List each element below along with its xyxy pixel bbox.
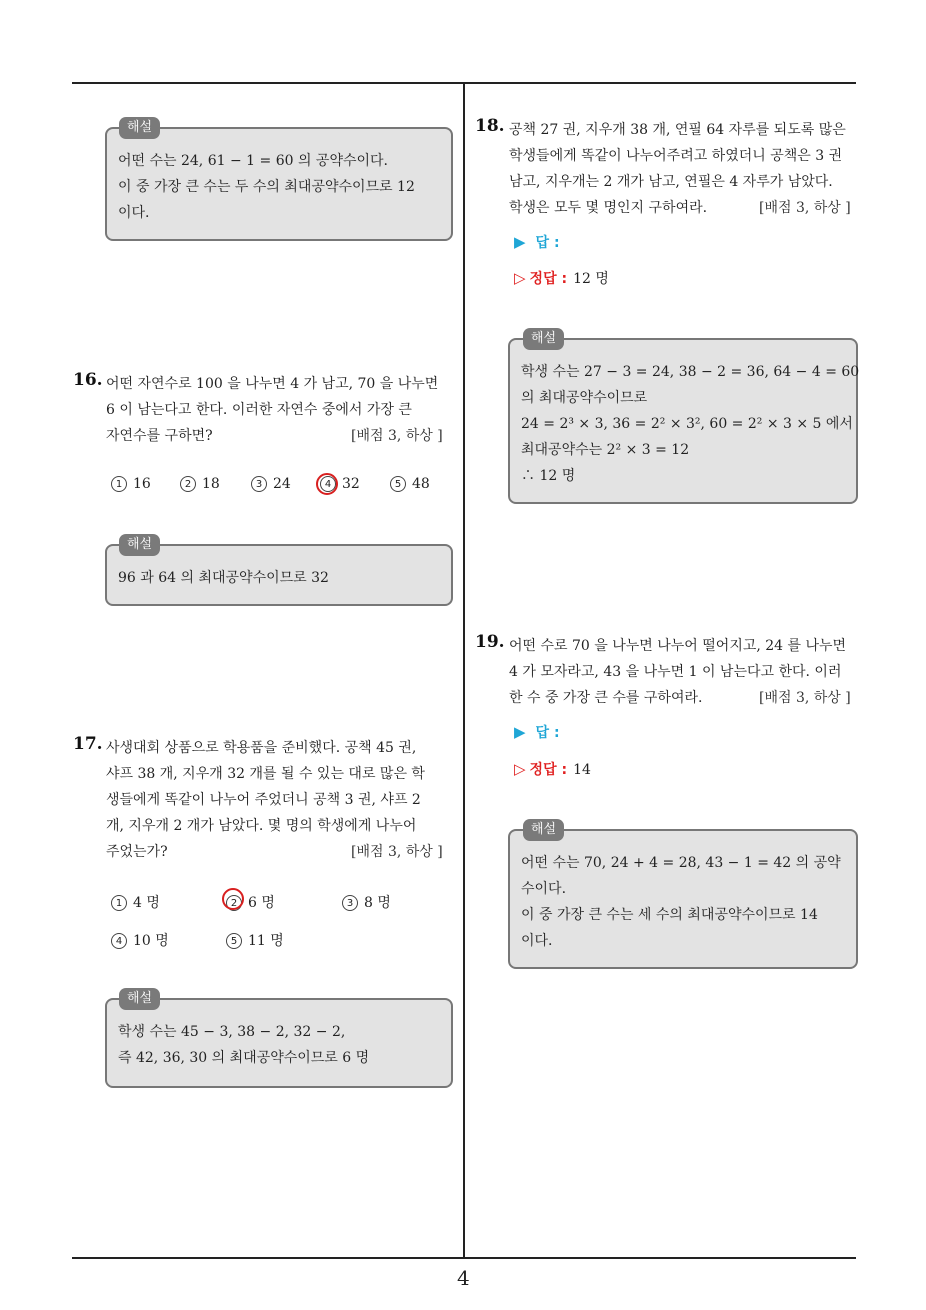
q17-line-2: 샤프 38 개, 지우개 32 개를 될 수 있는 대로 많은 학 — [106, 766, 425, 782]
choice-number-icon: 5 — [390, 476, 406, 492]
q17-explanation-box — [105, 998, 453, 1088]
q19-explanation-tab: 해설 — [523, 819, 564, 841]
q18-line-4: 학생은 모두 몇 명인지 구하여라. — [509, 200, 708, 216]
q18-answer-row — [514, 232, 560, 252]
q15-exp-line-2: 이 중 가장 큰 수는 두 수의 최대공약수이므로 12 — [118, 179, 415, 195]
choice-text: 18 — [202, 476, 220, 492]
q17-choice-1[interactable] — [111, 892, 160, 912]
q16-choice-3[interactable] — [251, 476, 291, 492]
q17-choice-3[interactable] — [342, 892, 391, 912]
q19-line-2: 4 가 모자라고, 43 을 나누면 1 이 남는다고 한다. 이러 — [509, 664, 842, 680]
q17-number: 17. — [73, 734, 103, 754]
q19-correct-value: 14 — [573, 762, 591, 778]
q17-explanation-tab: 해설 — [119, 988, 160, 1010]
q19-exp-line-1: 어떤 수는 70, 24 + 4 = 28, 43 − 1 = 42 의 공약 — [521, 855, 841, 871]
q18-correct-value: 12 명 — [573, 271, 609, 287]
q18-number: 18. — [475, 116, 505, 136]
q17-exp-line-2: 즉 42, 36, 30 의 최대공약수이므로 6 명 — [118, 1050, 370, 1066]
q18-correct-row — [514, 268, 609, 288]
q17-score: [배점 3, 하상 ] — [351, 844, 443, 860]
answer-triangle-icon: ▶ — [514, 723, 526, 741]
q16-number: 16. — [73, 370, 103, 390]
q19-exp-line-4: 이다. — [521, 933, 553, 949]
q18-line-1: 공책 27 권, 지우개 38 개, 연필 64 자루를 되도록 많은 — [509, 122, 846, 138]
q17-line-1: 사생대회 상품으로 학용품을 준비했다. 공책 45 권, — [106, 740, 417, 756]
q19-exp-line-2: 수이다. — [521, 881, 567, 897]
q16-exp-line-1: 96 과 64 의 최대공약수이므로 32 — [118, 570, 329, 586]
q17-exp-line-1: 학생 수는 45 − 3, 38 − 2, 32 − 2, — [118, 1024, 346, 1040]
q17-line-3: 생들에게 똑같이 나누어 주었더니 공책 3 권, 샤프 2 — [106, 792, 421, 808]
q17-choice-5[interactable] — [226, 930, 284, 950]
column-divider — [463, 82, 465, 1258]
q18-exp-line-5: ∴ 12 명 — [521, 468, 576, 484]
q18-exp-line-2: 의 최대공약수이므로 — [521, 390, 648, 406]
choice-text: 32 — [342, 476, 360, 492]
q16-line-1: 어떤 자연수로 100 을 나누면 4 가 남고, 70 을 나누면 — [106, 376, 439, 392]
q19-explanation-box — [508, 829, 858, 969]
choice-number-icon: 1 — [111, 895, 127, 911]
answer-label: 답 : — [535, 235, 560, 251]
q18-exp-line-4: 최대공약수는 2² × 3 = 12 — [521, 442, 690, 458]
q18-score: [배점 3, 하상 ] — [759, 200, 851, 216]
bottom-rule — [72, 1257, 856, 1259]
q16-line-3: 자연수를 구하면? — [106, 428, 213, 444]
answer-label: 답 : — [535, 725, 560, 741]
q19-exp-line-3: 이 중 가장 큰 수는 세 수의 최대공약수이므로 14 — [521, 907, 818, 923]
q16-score: [배점 3, 하상 ] — [351, 428, 443, 444]
page-number: 4 — [457, 1266, 470, 1290]
q16-selected-mark-icon — [316, 473, 338, 495]
choice-number-icon: 5 — [226, 933, 242, 949]
q17-choice-4[interactable] — [111, 930, 169, 950]
q19-correct-row — [514, 759, 591, 779]
choice-text: 8 명 — [364, 895, 391, 911]
q18-explanation-tab: 해설 — [523, 328, 564, 350]
correct-label: 정답 : — [529, 762, 568, 778]
q18-exp-line-3: 24 = 2³ × 3, 36 = 2² × 3², 60 = 2² × 3 × 5 에서 — [521, 416, 853, 432]
choice-text: 11 명 — [248, 933, 284, 949]
choice-number-icon: 2 — [180, 476, 196, 492]
q19-answer-row — [514, 722, 560, 742]
choice-text: 24 — [273, 476, 291, 492]
choice-number-icon: 4 — [320, 476, 336, 492]
q16-choice-5[interactable] — [390, 476, 430, 492]
choice-number-icon: 1 — [111, 476, 127, 492]
q17-line-5: 주었는가? — [106, 844, 168, 860]
q16-line-2: 6 이 남는다고 한다. 이러한 자연수 중에서 가장 큰 — [106, 402, 412, 418]
q15-exp-line-1: 어떤 수는 24, 61 − 1 = 60 의 공약수이다. — [118, 153, 389, 169]
correct-triangle-icon: ▷ — [514, 760, 526, 778]
correct-triangle-icon: ▷ — [514, 269, 526, 287]
choice-text: 16 — [133, 476, 151, 492]
q16-explanation-tab: 해설 — [119, 534, 160, 556]
choice-text: 6 명 — [248, 895, 275, 911]
q19-score: [배점 3, 하상 ] — [759, 690, 851, 706]
q15-exp-line-3: 이다. — [118, 205, 150, 221]
q19-line-3: 한 수 중 가장 큰 수를 구하여라. — [509, 690, 703, 706]
q17-line-4: 개, 지우개 2 개가 남았다. 몇 명의 학생에게 나누어 — [106, 818, 417, 834]
answer-triangle-icon: ▶ — [514, 233, 526, 251]
q16-choice-2[interactable] — [180, 476, 220, 492]
q18-line-2: 학생들에게 똑같이 나누어주려고 하였더니 공책은 3 권 — [509, 148, 843, 164]
q18-exp-line-1: 학생 수는 27 − 3 = 24, 38 − 2 = 36, 64 − 4 = 60 — [521, 364, 860, 380]
q18-line-3: 남고, 지우개는 2 개가 남고, 연필은 4 자루가 남았다. — [509, 174, 833, 190]
choice-number-icon: 2 — [226, 895, 242, 911]
choice-text: 48 — [412, 476, 430, 492]
q19-line-1: 어떤 수로 70 을 나누면 나누어 떨어지고, 24 를 나누면 — [509, 638, 847, 654]
choice-number-icon: 4 — [111, 933, 127, 949]
q15-explanation-tab: 해설 — [119, 117, 160, 139]
choice-text: 4 명 — [133, 895, 160, 911]
choice-number-icon: 3 — [251, 476, 267, 492]
q16-choice-1[interactable] — [111, 476, 151, 492]
choice-text: 10 명 — [133, 933, 169, 949]
q19-number: 19. — [475, 632, 505, 652]
choice-number-icon: 3 — [342, 895, 358, 911]
q17-selected-mark-icon — [222, 888, 244, 910]
correct-label: 정답 : — [529, 271, 568, 287]
